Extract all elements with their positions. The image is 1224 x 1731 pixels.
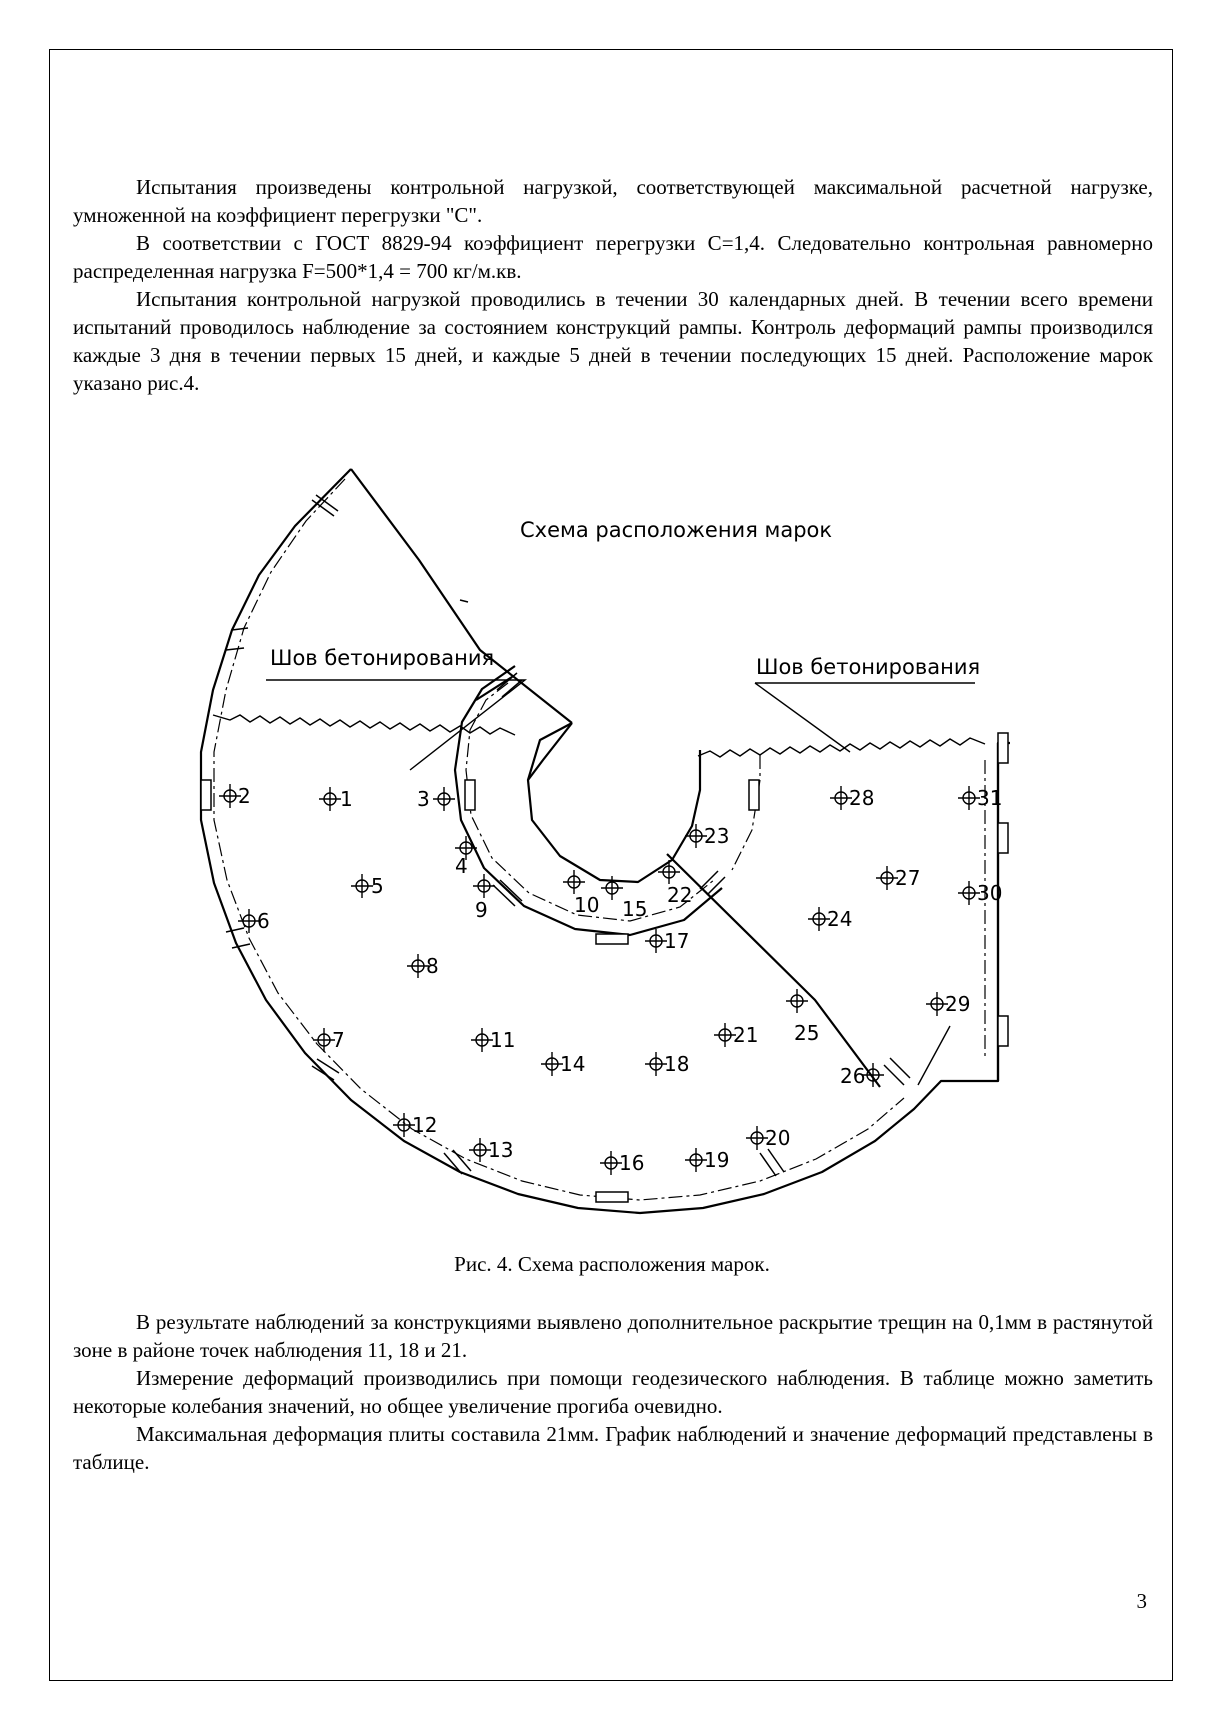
marker-label: 2 [238,784,251,808]
slab-top-edge [351,469,572,723]
marker-label: 3 [417,787,430,811]
marker-label: 6 [257,909,270,933]
marker-label: 29 [945,992,971,1016]
marker-symbol-1 [319,787,341,811]
seam-label-right: Шов бетонирования [756,655,981,679]
marker-label: 31 [977,786,1003,810]
marker-label: 25 [794,1021,820,1045]
marker-symbol-10 [563,870,585,894]
marker-label: 7 [332,1028,345,1052]
joint-tick [998,823,1008,853]
joint-tick [998,733,1008,763]
page-number: 3 [1136,1589,1147,1613]
marker-label: 10 [574,893,600,917]
marker-label: 12 [412,1113,438,1137]
slab-outer-contour [201,469,1010,1213]
joint-tick [749,780,759,810]
joint-tick [226,648,244,650]
joint-tick [201,780,211,810]
marker-label: 9 [475,898,488,922]
figure-title: Схема расположения марок [520,518,833,542]
marker-label: 21 [733,1023,759,1047]
seam-label-left: Шов бетонирования [270,646,495,670]
paragraph-test-duration: Испытания контрольной нагрузкой проводились в течении 30 календарных дней. В течении всего времени испытаний проводилось наблюдение за состоянием конструкций рампы. Контроль деформаций рампы производился каждые 3 дня в течении первых 15 дней, и каждые 5 дней в течении последующих 15 дней. Расположение марок указано рис.4. [73,287,1153,395]
concrete-seam-right [698,738,985,757]
marker-label: 13 [488,1138,514,1162]
marker-symbol-3 [433,787,455,811]
marker-label: 1 [340,787,353,811]
marker-label: 22 [667,883,693,907]
marker-label: 4 [455,854,468,878]
joint-tick [232,944,250,948]
marker-label: 28 [849,786,875,810]
marker-label: 20 [765,1126,791,1150]
slab-inner-opening-left [528,723,572,780]
paragraph-gost-coefficient: В соответствии с ГОСТ 8829-94 коэффициент перегрузки С=1,4. Следовательно контрольная равномерно распределенная нагрузка F=500*1,4 = 700 кг/м.кв. [73,231,1153,283]
marker-label: 8 [426,954,439,978]
marker-label: 5 [371,874,384,898]
marker-label: 27 [895,866,921,890]
marker-label: 16 [619,1151,645,1175]
joint-tick [998,1016,1008,1046]
outer-offset-dashed [214,479,904,1200]
marker-symbol-9 [473,874,495,898]
right-inner-dashed [732,755,760,870]
leader-29 [918,1026,950,1085]
paragraph-max-deformation: Максимальная деформация плиты составила 21мм. График наблюдений и значение деформаций представлены в таблице. [73,1422,1153,1474]
paragraph-crack-observation: В результате наблюдений за конструкциями выявлено дополнительное раскрытие трещин на 0,1мм в растянутой зоне в районе точек наблюдения 11, 18 и 21. [73,1310,1153,1362]
paragraph-measurement-method: Измерение деформаций производились при помощи геодезического наблюдения. В таблице можно заметить некоторые колебания значений, но общее увеличение прогиба очевидно. [73,1366,1153,1418]
joint-tick [596,934,628,944]
joint-tick [226,928,244,932]
joint-tick [316,495,338,511]
concrete-seam-left [213,715,515,735]
marker-label: 14 [560,1052,586,1076]
marker-label: 11 [490,1028,516,1052]
marker-label: 24 [827,907,853,931]
joint-tick [596,1192,628,1202]
marker-symbol-25 [786,989,808,1013]
marker-label: 30 [977,881,1003,905]
marker-symbol-5 [351,874,373,898]
paragraph-load-description: Испытания произведены контрольной нагрузкой, соответствующей максимальной расчетной нагрузке, умноженной на коэффициент перегрузки "С". [73,175,1153,227]
marker-label: 23 [704,824,730,848]
marker-label: 17 [664,929,690,953]
seam-leader-right-tail [755,683,850,752]
marker-label: 19 [704,1148,730,1172]
marker-label: 26 [840,1064,866,1088]
diagonal-edge [667,854,880,1087]
marker-label: 15 [622,897,648,921]
marker-label: 18 [664,1052,690,1076]
joint-tick [460,600,468,602]
joint-tick [465,780,475,810]
figure-caption: Рис. 4. Схема расположения марок. [454,1252,770,1276]
joint-tick [232,628,248,630]
